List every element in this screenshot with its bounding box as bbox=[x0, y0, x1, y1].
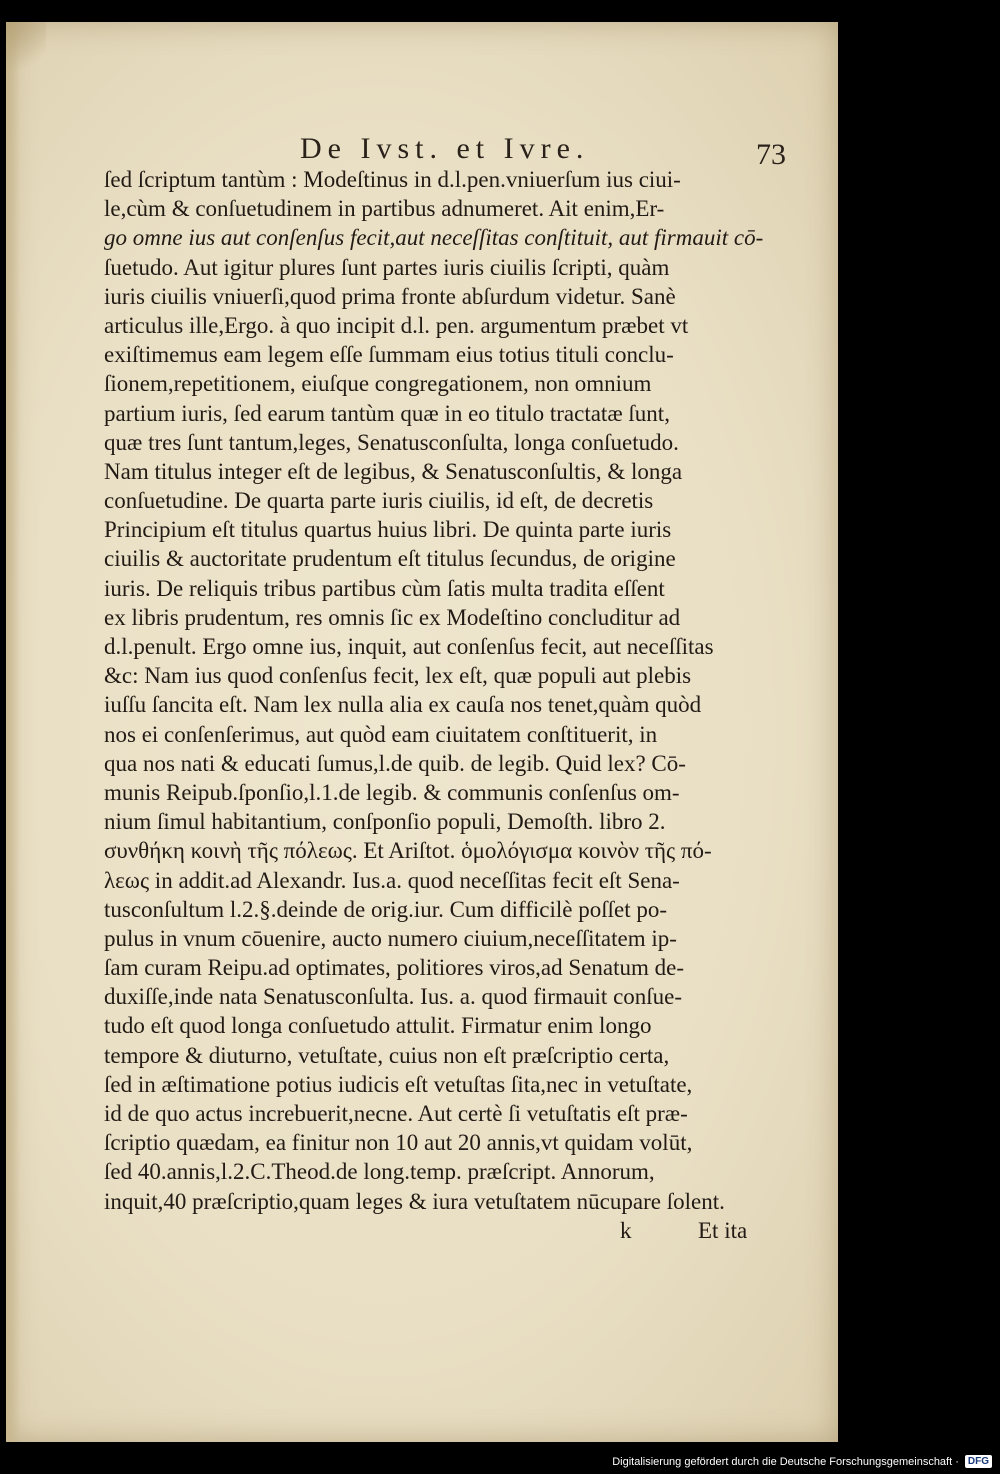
text-line: ſcriptio quædam, ea finitur non 10 aut 20 annis,vt quidam volūt, bbox=[104, 1130, 693, 1156]
text-line: tusconſultum l.2.§.deinde de orig.iur. Cum difficilè poſſet po- bbox=[104, 896, 667, 922]
text-line: go omne ius aut conſenſus fecit,aut neceſſitas conſtituit, aut firmauit cō- bbox=[104, 225, 764, 251]
text-line: ſed 40.annis,l.2.C.Theod.de long.temp. præſcript. Annorum, bbox=[104, 1159, 655, 1185]
text-line: qua nos nati & educati ſumus,l.de quib. de legib. Quid lex? Cō- bbox=[104, 750, 686, 776]
catchword: Et ita bbox=[698, 1218, 748, 1243]
text-line: nos ei conſenſerimus, aut quòd eam ciuitatem conſtituerit, in bbox=[104, 721, 658, 747]
text-line: ſed in æſtimatione potius iudicis eſt vetuſtas ſita,nec in vetuſtate, bbox=[104, 1071, 693, 1097]
text-line: ex libris prudentum, res omnis ſic ex Modeſtino concluditur ad bbox=[104, 604, 681, 630]
text-line: d.l.penult. Ergo omne ius, inquit, aut conſenſus fecit, aut neceſſitas bbox=[104, 634, 714, 659]
text-line: id de quo actus increbuerit,necne. Aut certè ſi vetuſtatis eſt præ- bbox=[104, 1101, 688, 1126]
text-line: pulus in vnum cōuenire, aucto numero ciuium,neceſſitatem ip- bbox=[104, 925, 677, 951]
text-line: tudo eſt quod longa conſuetudo attulit. Firmatur enim longo bbox=[104, 1013, 652, 1039]
text-line: quæ tres ſunt tantum,leges, Senatusconſulta, longa conſuetudo. bbox=[104, 429, 679, 455]
page-number: 73 bbox=[756, 138, 786, 171]
text-line: Principium eſt titulus quartus huius libri. De quinta parte iuris bbox=[104, 517, 672, 543]
text-line: ſed ſcriptum tantùm : Modeſtinus in d.l.pen.vniuerſum ius ciui- bbox=[104, 167, 681, 192]
page-footer-marks bbox=[104, 1218, 784, 1248]
text-line: iuris ciuilis vniuerſi,quod prima fronte abſurdum videtur. Sanè bbox=[104, 283, 676, 309]
credit-text: Digitalisierung gefördert durch die Deutsche Forschungsgemeinschaft · bbox=[612, 1455, 959, 1468]
text-line: ſam curam Reipu.ad optimates, politiores viros,ad Senatum de- bbox=[104, 955, 684, 981]
text-line: munis Reipub.ſponſio,l.1.de legib. & communis conſenſus om- bbox=[104, 779, 680, 805]
text-line: conſuetudine. De quarta parte iuris ciuilis, id eſt, de decretis bbox=[104, 488, 654, 514]
text-line: ſuetudo. Aut igitur plures ſunt partes iuris ciuilis ſcripti, quàm bbox=[104, 254, 670, 280]
text-line: ciuilis & auctoritate prudentum eſt titulus ſecundus, de origine bbox=[104, 546, 676, 572]
text-line: nium ſimul habitantium, conſponſio populi, Demoſth. libro 2. bbox=[104, 809, 666, 835]
body-text bbox=[104, 165, 784, 1216]
text-line: exiſtimemus eam legem eſſe ſummam eius totius tituli conclu- bbox=[104, 342, 674, 368]
text-line: iuris. De reliquis tribus partibus cùm ſatis multa tradita eſſent bbox=[104, 575, 665, 601]
dfg-logo: DFG bbox=[965, 1455, 992, 1468]
page-stain bbox=[6, 22, 46, 82]
text-line: inquit,40 præſcriptio,quam leges & iura vetuſtatem nūcupare ſolent. bbox=[104, 1188, 725, 1214]
text-line: le,cùm & conſuetudinem in partibus adnumeret. Ait enim,Er- bbox=[104, 196, 665, 222]
signature-mark: k bbox=[620, 1218, 632, 1243]
text-line: duxiſſe,inde nata Senatusconſulta. Ius. a. quod firmauit conſue- bbox=[104, 984, 683, 1010]
text-line: ſionem,repetitionem, eiuſque congregationem, non omnium bbox=[104, 371, 652, 397]
text-line: συνθήκη κοινὴ τῆς πόλεως. Et Ariſtot. ὁμολόγισμα κοινὸν τῆς πό- bbox=[104, 838, 712, 864]
page-edge-shadow bbox=[6, 22, 20, 1442]
text-line: partium iuris, ſed earum tantùm quæ in eo titulo tractatæ ſunt, bbox=[104, 400, 670, 426]
running-head: De Ivst. et Ivre. bbox=[300, 132, 590, 165]
text-line: Nam titulus integer eſt de legibus, & Senatusconſultis, & longa bbox=[104, 458, 683, 484]
text-line: iuſſu ſancita eſt. Nam lex nulla alia ex cauſa nos tenet,quàm quòd bbox=[104, 692, 702, 718]
text-line: &c: Nam ius quod conſenſus fecit, lex eſt, quæ populi aut plebis bbox=[104, 663, 692, 689]
text-line: λεως in addit.ad Alexandr. Ius.a. quod neceſſitas fecit eſt Sena- bbox=[104, 867, 680, 893]
text-line: articulus ille,Ergo. à quo incipit d.l. pen. argumentum præbet vt bbox=[104, 312, 689, 338]
digitization-credit bbox=[612, 1455, 992, 1468]
text-line: tempore & diuturno, vetuſtate, cuius non eſt præſcriptio certa, bbox=[104, 1042, 670, 1068]
